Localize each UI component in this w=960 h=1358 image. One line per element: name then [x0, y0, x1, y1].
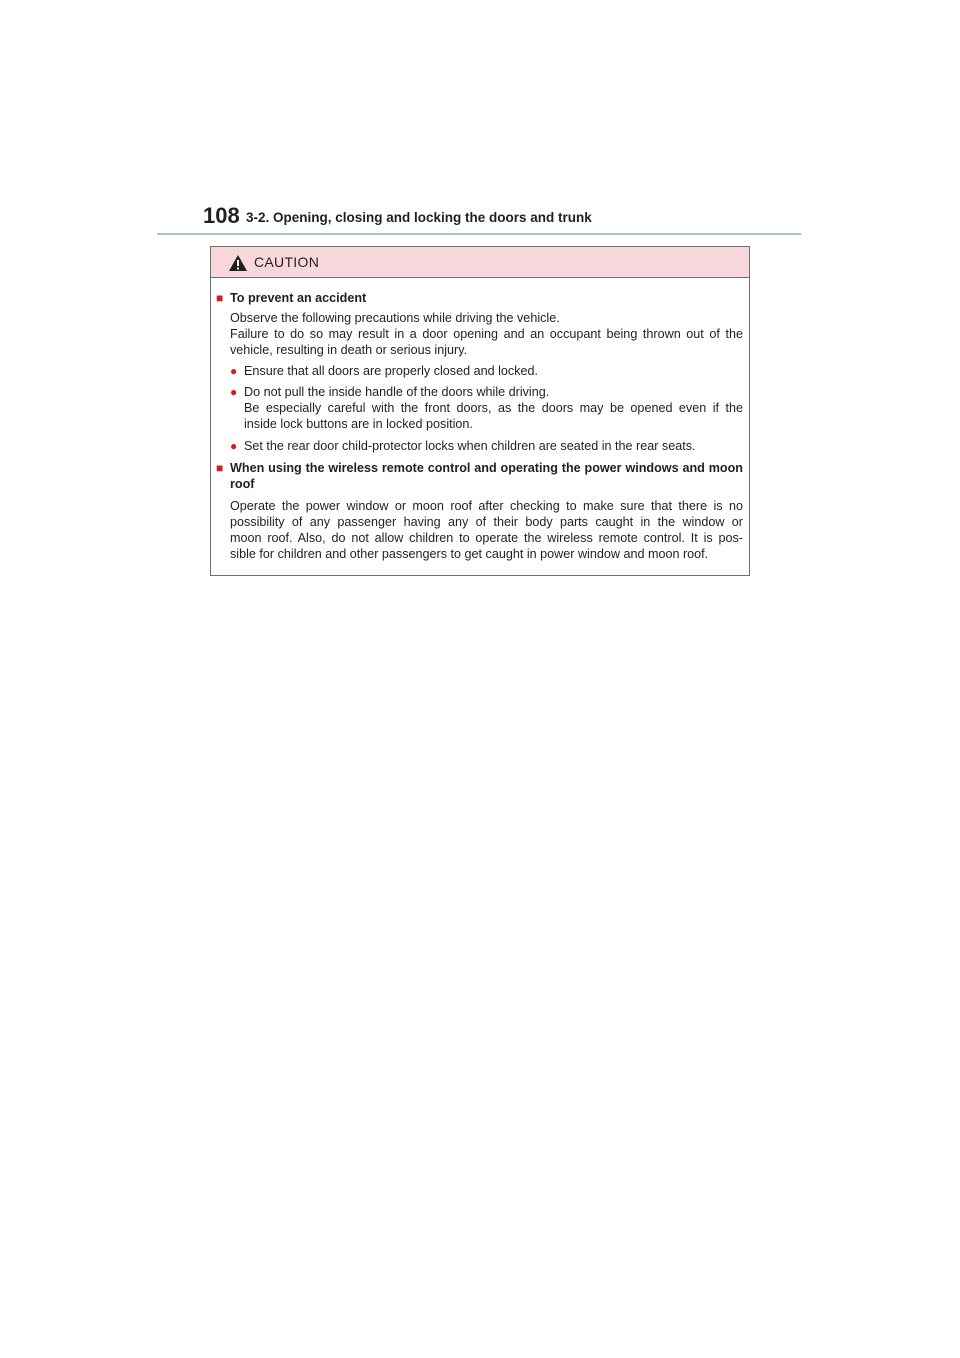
sub-item-line: Ensure that all doors are properly closed and locked.	[244, 364, 539, 378]
caution-item-wireless-remote	[216, 460, 743, 492]
paragraph-line: sible for children and other passengers to get caught in power window and moon roof.	[230, 547, 709, 561]
paragraph-line: moon roof. Also, do not allow children to operate the wireless remote control. It is pos-	[230, 531, 743, 545]
item-heading: To prevent an accident	[230, 291, 367, 305]
item-heading-line: When using the wireless remote control and operating the power windows and moon	[230, 461, 743, 475]
caution-box	[210, 246, 750, 576]
sub-item-line: Do not pull the inside handle of the doors while driving.	[244, 385, 550, 399]
circle-bullet-icon: ●	[230, 385, 238, 399]
paragraph-line: Failure to do so may result in a door opening and an occupant being thrown out of the	[230, 327, 743, 341]
caution-title: CAUTION	[254, 254, 320, 270]
header-divider	[157, 233, 801, 235]
sub-item	[230, 384, 743, 432]
sub-item-line: inside lock buttons are in locked position.	[244, 417, 473, 431]
sub-item	[230, 363, 743, 379]
section-title: 3-2. Opening, closing and locking the doors and trunk	[246, 210, 592, 225]
square-bullet-icon: ■	[216, 461, 224, 475]
paragraph-line: vehicle, resulting in death or serious injury.	[230, 343, 468, 357]
paragraph-line: Observe the following precautions while driving the vehicle.	[230, 311, 560, 325]
caution-body	[211, 278, 749, 575]
page-number: 108	[203, 203, 240, 228]
paragraph-line: possibility of any passenger having any of their body parts caught in the window or	[230, 515, 743, 529]
caution-header	[211, 247, 749, 278]
caution-item-accident	[216, 290, 743, 306]
warning-triangle-icon	[228, 254, 248, 272]
square-bullet-icon: ■	[216, 291, 224, 305]
item-paragraph	[216, 310, 743, 358]
circle-bullet-icon: ●	[230, 364, 238, 378]
circle-bullet-icon: ●	[230, 439, 238, 453]
paragraph-line: Operate the power window or moon roof after checking to make sure that there is no	[230, 499, 743, 513]
item-heading-line: roof	[230, 477, 255, 491]
sub-item	[230, 438, 743, 454]
sub-item-line: Set the rear door child-protector locks when children are seated in the rear seats.	[244, 439, 696, 453]
sub-item-line: Be especially careful with the front doors, as the doors may be opened even if the	[244, 401, 743, 415]
item-paragraph	[216, 498, 743, 562]
